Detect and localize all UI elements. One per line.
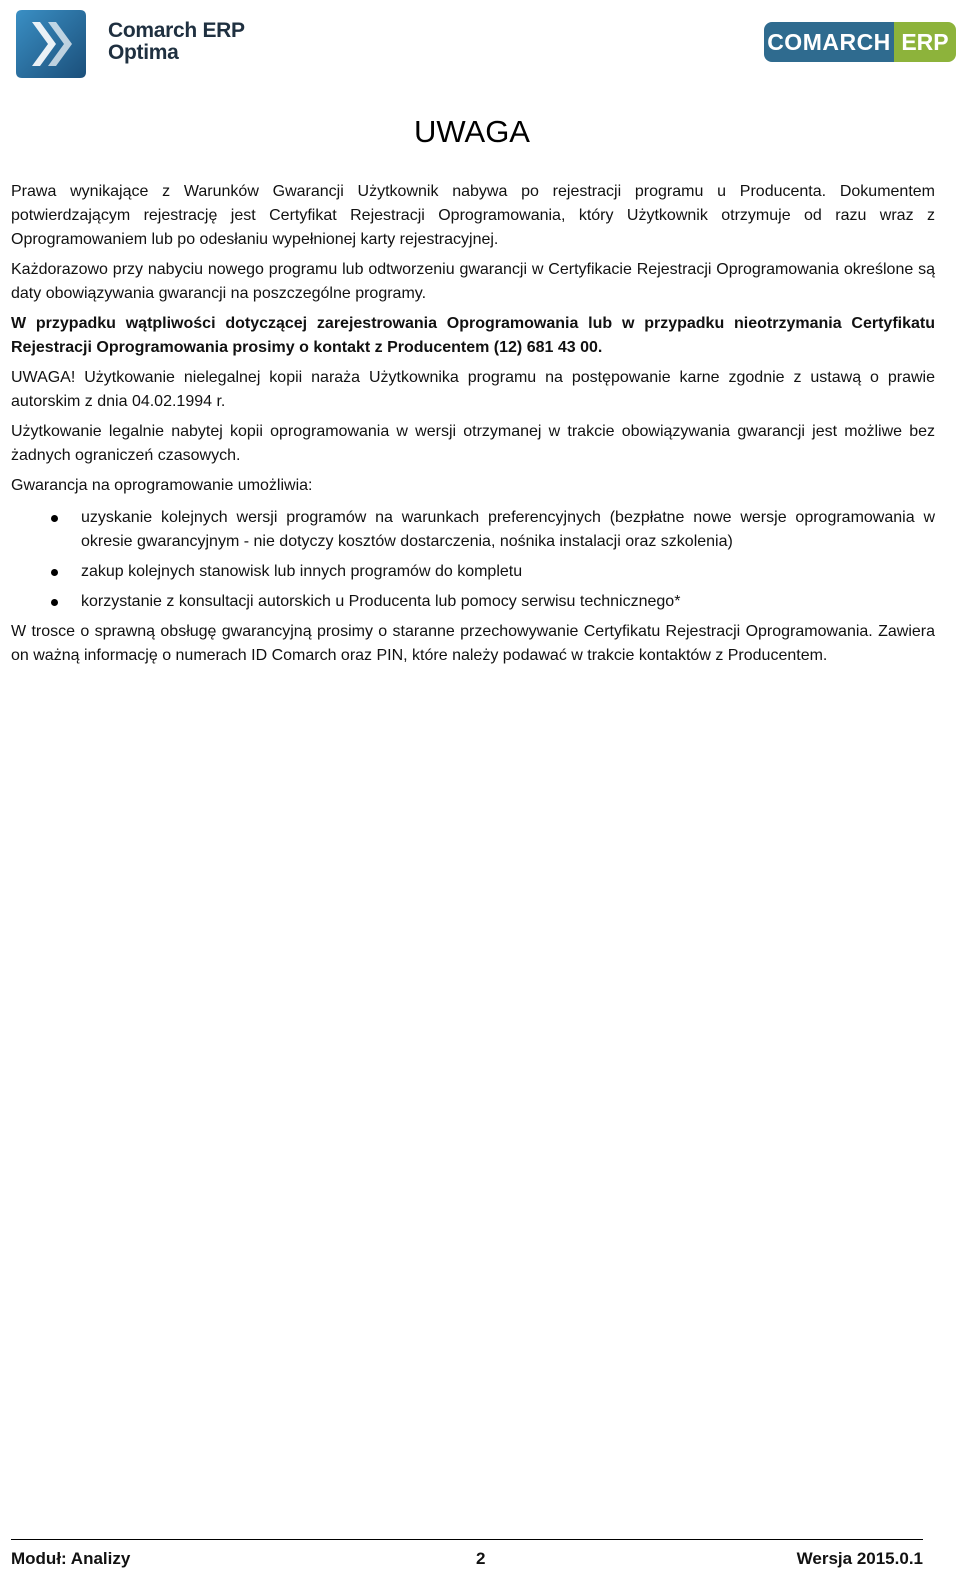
bullet-icon <box>51 599 58 606</box>
comarch-erp-logo <box>764 22 956 62</box>
footer-version: Wersja 2015.0.1 <box>796 1549 923 1568</box>
list-item-text: uzyskanie kolejnych wersji programów na warunkach preferencyjnych (bezpłatne nowe wersje oprogramowania w okresie gwarancyjnym - nie dotyczy kosztów dostarczenia, nośnika instalacji oraz szkolenia) <box>81 509 935 550</box>
list-item <box>11 560 935 584</box>
page-header <box>0 0 960 90</box>
logo-text <box>108 20 245 64</box>
comarch-logo-text: COMARCH <box>764 22 894 62</box>
paragraph-certificate-storage: W trosce o sprawną obsługę gwarancyjną prosimy o staranne przechowywanie Certyfikatu Rejestracji Oprogramowania. Zawiera on ważną informację o numerach ID Comarch oraz PIN, które należy podawać w trakcie kontaktów z Producentem. <box>11 623 935 664</box>
document-body <box>11 180 935 674</box>
paragraph-legal-use: Użytkowanie legalnie nabytej kopii oprogramowania w wersji otrzymanej w trakcie obowiązywania gwarancji jest możliwe bez żadnych ograniczeń czasowych. <box>11 423 935 464</box>
logo-line-1: Comarch ERP <box>108 19 245 42</box>
paragraph-warranty-dates: Każdorazowo przy nabyciu nowego programu lub odtworzeniu gwarancji w Certyfikacie Rejestracji Oprogramowania określone są daty obowiązywania gwarancji na poszczególne programy. <box>11 261 935 302</box>
page-title: UWAGA <box>414 114 530 149</box>
list-item-text: korzystanie z konsultacji autorskich u Producenta lub pomocy serwisu technicznego* <box>81 593 681 610</box>
bullet-icon <box>51 569 58 576</box>
paragraph-registration: Prawa wynikające z Warunków Gwarancji Użytkownik nabywa po rejestracji programu u Producenta. Dokumentem potwierdzającym rejestrację jest Certyfikat Rejestracji Oprogramowania, który Użytkownik otrzymuje od razu wraz z Oprogramowaniem lub po odesłaniu wypełnionej karty rejestracyjnej. <box>11 183 935 248</box>
bullet-icon <box>51 515 58 522</box>
erp-logo-text: ERP <box>894 22 956 62</box>
footer-module: Moduł: Analizy <box>11 1549 131 1568</box>
list-item <box>11 506 935 554</box>
list-item <box>11 590 935 614</box>
list-item-text: zakup kolejnych stanowisk lub innych programów do kompletu <box>81 563 523 580</box>
page-footer <box>11 1539 923 1576</box>
paragraph-illegal-copy-warning: UWAGA! Użytkowanie nielegalnej kopii naraża Użytkownika programu na postępowanie karne zgodnie z ustawą o prawie autorskim z dnia 04.02.1994 r. <box>11 369 935 410</box>
paragraph-warranty-intro: Gwarancja na oprogramowanie umożliwia: <box>11 477 313 494</box>
paragraph-contact: W przypadku wątpliwości dotyczącej zarejestrowania Oprogramowania lub w przypadku nieotrzymania Certyfikatu Rejestracji Oprogramowania prosimy o kontakt z Producentem (12) 681 43 00. <box>11 315 935 356</box>
comarch-erp-optima-logo <box>14 8 254 80</box>
optima-logo-icon <box>14 8 96 80</box>
footer-page-number: 2 <box>476 1549 486 1568</box>
logo-line-2: Optima <box>108 41 179 64</box>
warranty-benefits-list <box>11 506 935 614</box>
